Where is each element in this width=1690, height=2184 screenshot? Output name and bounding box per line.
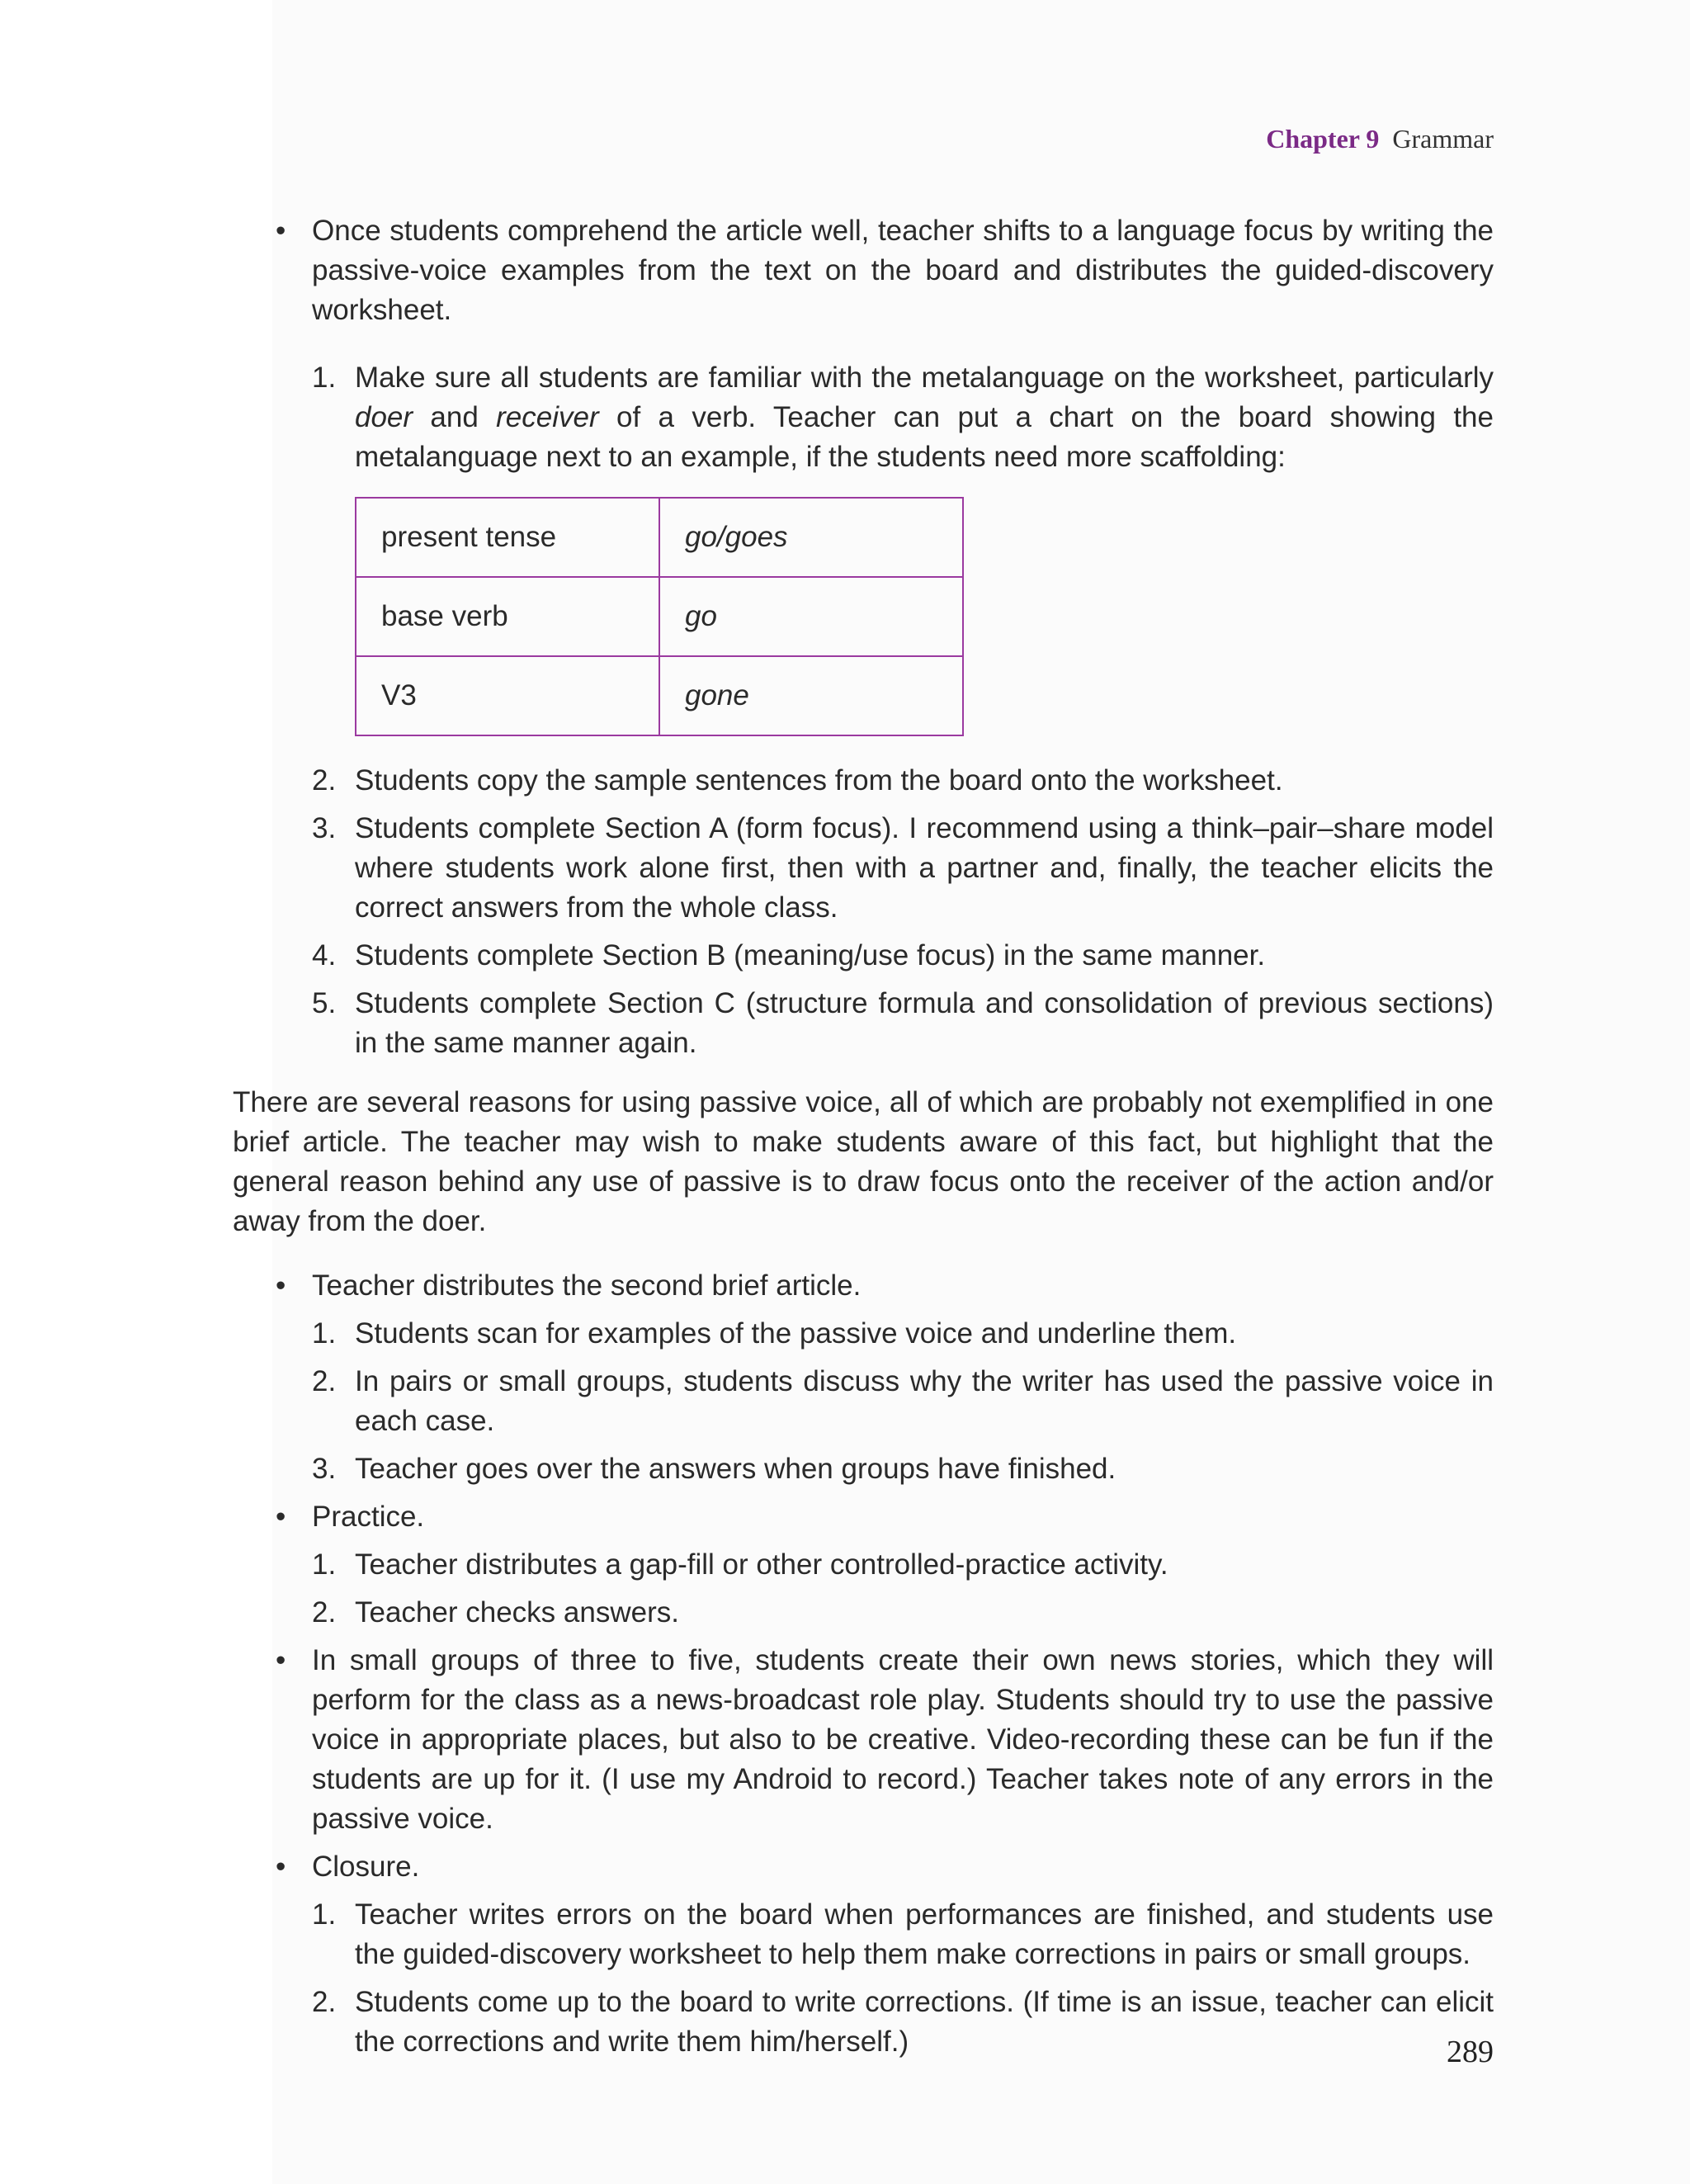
bullet-item bbox=[233, 211, 1494, 330]
bullet-item bbox=[233, 1641, 1494, 1839]
item-text: Make sure all students are familiar with the metalanguage on the worksheet, particularly bbox=[355, 362, 1494, 394]
item-text: Teacher writes errors on the board when performances are finished, and students use the guided-discovery worksheet to help them make corrections in pairs or small groups. bbox=[355, 1898, 1494, 1970]
item-number: 2. bbox=[312, 1365, 337, 1397]
item-text: Students complete Section C (structure formula and consolidation of previous sections) in the same manner again. bbox=[355, 987, 1494, 1059]
item-number: 2. bbox=[312, 1986, 337, 2018]
item-number: 2. bbox=[312, 1596, 337, 1629]
page-body bbox=[233, 211, 1494, 2062]
item-text: Teacher goes over the answers when groups have finished. bbox=[355, 1453, 1116, 1485]
table-row bbox=[356, 577, 963, 656]
item-number: 3. bbox=[312, 1453, 337, 1485]
bullet-item bbox=[233, 1266, 1494, 1306]
table-row bbox=[356, 498, 963, 577]
term-cell: present tense bbox=[356, 498, 659, 577]
bullet-dot: • bbox=[276, 1851, 286, 1883]
bullet-text: In small groups of three to five, students create their own news stories, which they will perform for the class as a news-broadcast role play. Students should try to use the passive voice in appropriate places, but also to be creative. Video-recording these can be fun if the students are up for it. (I use my Android to record.) Teacher takes note of any errors in the passive voice. bbox=[312, 1644, 1494, 1835]
numbered-item bbox=[233, 358, 1494, 477]
example-cell: gone bbox=[659, 656, 963, 735]
item-text: In pairs or small groups, students discuss why the writer has used the passive voice in each case. bbox=[355, 1365, 1494, 1437]
item-number: 3. bbox=[312, 812, 337, 844]
item-text: Students complete Section A (form focus). I recommend using a think–pair–share model where students work alone first, then with a partner and, finally, the teacher elicits the correct answers from the whole class. bbox=[355, 812, 1494, 924]
numbered-item bbox=[233, 809, 1494, 928]
numbered-item bbox=[233, 1362, 1494, 1441]
numbered-item bbox=[233, 1545, 1494, 1585]
numbered-item bbox=[233, 761, 1494, 801]
body-paragraph: There are several reasons for using passive voice, all of which are probably not exemplified in one brief article. The teacher may wish to make students aware of this fact, but highlight that the general reason behind any use of passive is to draw focus onto the receiver of the action and/or away from the doer. bbox=[233, 1086, 1494, 1237]
numbered-item bbox=[233, 1895, 1494, 1974]
running-header bbox=[1266, 124, 1494, 154]
example-cell: go bbox=[659, 577, 963, 656]
item-text: Students complete Section B (meaning/use focus) in the same manner. bbox=[355, 939, 1266, 971]
section-label: Grammar bbox=[1392, 124, 1494, 154]
example-cell: go/goes bbox=[659, 498, 963, 577]
metalanguage-table bbox=[355, 497, 964, 736]
bullet-dot: • bbox=[276, 1644, 286, 1676]
page-number: 289 bbox=[1447, 2035, 1494, 2069]
term-doer: doer bbox=[355, 401, 413, 433]
item-number: 1. bbox=[312, 362, 337, 394]
item-number: 1. bbox=[312, 1317, 337, 1350]
item-text: of a verb. Teacher can put a chart on the board showing the metalanguage next to an example, if the students need more scaffolding: bbox=[355, 401, 1494, 473]
numbered-item bbox=[233, 1983, 1494, 2062]
item-number: 1. bbox=[312, 1898, 337, 1931]
numbered-item bbox=[233, 936, 1494, 976]
item-number: 5. bbox=[312, 987, 337, 1019]
item-text: Teacher distributes a gap-fill or other controlled-practice activity. bbox=[355, 1548, 1168, 1581]
item-number: 2. bbox=[312, 764, 337, 797]
numbered-item bbox=[233, 1593, 1494, 1633]
bullet-text: Once students comprehend the article well, teacher shifts to a language focus by writing the passive-voice examples from the text on the board and distributes the guided-discovery worksheet. bbox=[312, 215, 1494, 326]
item-text: Teacher checks answers. bbox=[355, 1596, 679, 1629]
bullet-dot: • bbox=[276, 1269, 286, 1302]
chapter-label: Chapter 9 bbox=[1266, 124, 1380, 154]
numbered-item bbox=[233, 1314, 1494, 1354]
numbered-item bbox=[233, 984, 1494, 1063]
item-text: Students scan for examples of the passive voice and underline them. bbox=[355, 1317, 1237, 1350]
item-number: 1. bbox=[312, 1548, 337, 1581]
bullet-text: Teacher distributes the second brief article. bbox=[312, 1269, 862, 1302]
item-text: Students copy the sample sentences from the board onto the worksheet. bbox=[355, 764, 1283, 797]
table-row bbox=[356, 656, 963, 735]
bullet-text: Practice. bbox=[312, 1501, 425, 1533]
bullet-item bbox=[233, 1497, 1494, 1537]
bullet-dot: • bbox=[276, 215, 286, 247]
term-cell: base verb bbox=[356, 577, 659, 656]
item-text: Students come up to the board to write corrections. (If time is an issue, teacher can elicit the corrections and write them him/herself.) bbox=[355, 1986, 1494, 2058]
item-number: 4. bbox=[312, 939, 337, 971]
term-receiver: receiver bbox=[496, 401, 599, 433]
item-text: and bbox=[413, 401, 497, 433]
bullet-item bbox=[233, 1847, 1494, 1887]
term-cell: V3 bbox=[356, 656, 659, 735]
numbered-item bbox=[233, 1449, 1494, 1489]
bullet-text: Closure. bbox=[312, 1851, 420, 1883]
bullet-dot: • bbox=[276, 1501, 286, 1533]
